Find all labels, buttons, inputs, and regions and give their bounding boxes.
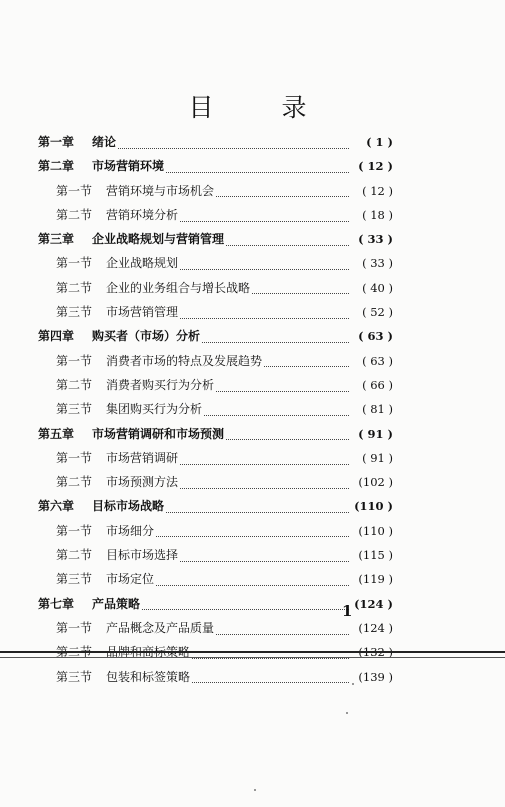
leader-dots [142,609,349,610]
toc-entry-number: 第七章 [38,596,75,611]
toc-entry-page: (110 ) [358,523,393,538]
toc-entry [38,449,393,473]
toc-entry-page: ( 40 ) [362,280,393,295]
toc-entry-title: 目标市场选择 [106,548,179,563]
toc-entry-page: ( 63 ) [358,329,393,344]
toc-entry [38,546,393,570]
toc-entry-page: (115 ) [358,548,393,563]
toc-entry [38,595,393,619]
toc-entry-title: 产品策略 [92,596,141,611]
toc-entry-title: 企业的业务组合与增长战略 [106,280,251,295]
toc-entry [38,570,393,594]
toc-entry-number: 第二节 [56,280,93,295]
leader-dots [180,269,349,270]
toc-entry-title: 产品概念及产品质量 [106,620,215,635]
toc-entry-title: 营销环境分析 [106,207,179,222]
page-number: 1 [342,602,353,620]
toc-entry [38,376,393,400]
toc-entry [38,327,393,351]
toc-entry [38,157,393,181]
leader-dots [180,488,349,489]
toc-entry-page: ( 18 ) [362,207,393,222]
toc-entry-page: (139 ) [358,669,393,684]
leader-dots [166,512,349,513]
leader-dots [216,196,349,197]
toc-entry-number: 第二节 [56,377,93,392]
toc-entry-number: 第三节 [56,402,93,417]
toc-entry [38,182,393,206]
toc-entry-title: 包装和标签策略 [106,669,191,684]
toc-entry-number: 第二节 [56,207,93,222]
toc-entry-title: 市场预测方法 [106,475,179,490]
toc-entry-page: ( 91 ) [362,450,393,465]
toc-entry-title: 市场细分 [106,523,155,538]
toc-entry-title: 市场营销调研 [106,450,179,465]
leader-dots [192,682,349,683]
leader-dots [226,245,349,246]
table-of-contents [38,133,393,692]
leader-dots [166,172,349,173]
toc-entry [38,230,393,254]
toc-entry [38,619,393,643]
leader-dots [180,221,349,222]
leader-dots [156,585,349,586]
toc-entry-page: ( 33 ) [362,256,393,271]
toc-entry-page: ( 52 ) [362,305,393,320]
scan-speck [346,712,348,714]
toc-entry-title: 消费者购买行为分析 [106,377,215,392]
toc-entry [38,497,393,521]
toc-entry [38,400,393,424]
toc-entry-page: ( 1 ) [366,135,393,149]
toc-entry [38,425,393,449]
toc-entry-title: 市场定位 [106,572,155,587]
toc-entry-number: 第二节 [56,475,93,490]
toc-entry-page: ( 81 ) [362,402,393,417]
toc-entry [38,254,393,278]
leader-dots [180,464,349,465]
toc-entry-title: 企业战略规划 [106,256,179,271]
toc-entry-title: 企业战略规划与营销管理 [92,232,225,247]
toc-entry-title: 消费者市场的特点及发展趋势 [106,353,263,368]
toc-entry-page: (124 ) [358,620,393,635]
toc-entry-page: (124 ) [354,596,393,611]
scan-speck [254,789,256,791]
leader-dots [118,148,349,149]
toc-entry-number: 第一节 [56,620,93,635]
toc-entry-title: 营销环境与市场机会 [106,183,215,198]
toc-entry-number: 第三节 [56,305,93,320]
toc-entry [38,279,393,303]
leader-dots [156,536,349,537]
toc-entry-number: 第三节 [56,572,93,587]
toc-entry-page: (110 ) [354,499,393,514]
toc-entry-number: 第一节 [56,256,93,271]
toc-entry [38,352,393,376]
bottom-rule [0,651,505,653]
toc-entry-number: 第六章 [38,499,75,514]
toc-entry-number: 第二节 [56,548,93,563]
toc-entry-title: 绪论 [92,135,117,149]
toc-entry-page: (119 ) [358,572,393,587]
toc-entry-number: 第一节 [56,183,93,198]
toc-entry-title: 市场营销环境 [92,159,165,174]
toc-entry-title: 市场营销调研和市场预测 [92,426,225,441]
toc-entry [38,643,393,667]
scan-speck [352,683,354,685]
toc-entry [38,303,393,327]
toc-entry-number: 第一节 [56,523,93,538]
toc-entry-page: (102 ) [358,475,393,490]
toc-entry-title: 购买者（市场）分析 [92,329,201,344]
toc-entry-number: 第四章 [38,329,75,344]
leader-dots [216,391,349,392]
leader-dots [202,342,349,343]
toc-entry-number: 第三章 [38,232,75,247]
toc-entry-number: 第一章 [38,135,75,149]
toc-entry [38,668,393,692]
toc-entry-title: 市场营销管理 [106,305,179,320]
toc-entry-page: ( 12 ) [358,159,393,174]
toc-entry-number: 第五章 [38,426,75,441]
toc-entry-title: 集团购买行为分析 [106,402,203,417]
toc-entry-number: 第三节 [56,669,93,684]
toc-entry [38,522,393,546]
toc-entry-page: ( 66 ) [362,377,393,392]
leader-dots [204,415,349,416]
toc-entry-number: 第一节 [56,353,93,368]
toc-entry-page: ( 33 ) [358,232,393,247]
toc-entry [38,206,393,230]
leader-dots [180,318,349,319]
leader-dots [192,658,349,659]
bottom-rule-thin [0,657,505,658]
leader-dots [226,439,349,440]
toc-entry-page: ( 91 ) [358,426,393,441]
toc-entry-number: 第二章 [38,159,75,174]
toc-entry-number: 第一节 [56,450,93,465]
toc-entry [38,133,393,157]
leader-dots [252,293,349,294]
leader-dots [264,366,349,367]
leader-dots [216,634,349,635]
leader-dots [180,561,349,562]
toc-entry-page: ( 63 ) [362,353,393,368]
toc-entry-page: ( 12 ) [362,183,393,198]
toc-entry-title: 目标市场战略 [92,499,165,514]
toc-entry [38,473,393,497]
page-title: 目 录 [188,93,337,122]
